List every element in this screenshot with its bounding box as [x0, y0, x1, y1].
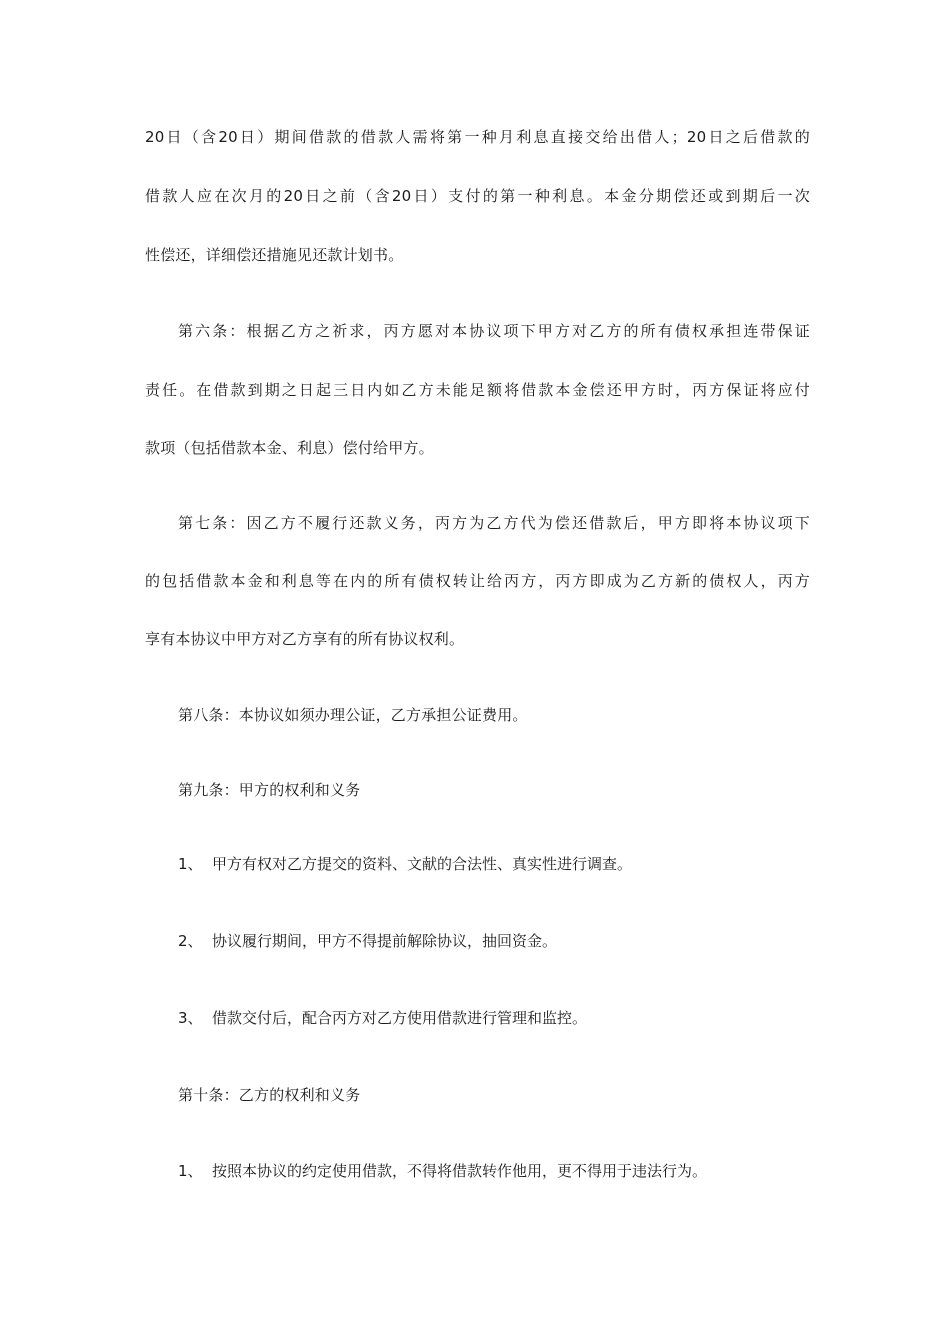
list-item: [178, 854, 632, 874]
list-item-number: 3、: [178, 1009, 203, 1027]
article-7-line: 第七条：因乙方不履行还款义务，丙方为乙方代为偿还借款后，甲方即将本协议项下: [178, 514, 810, 532]
list-item-number: 1、: [178, 1162, 203, 1180]
article-6-line: 款项（包括借款本金、利息）偿付给甲方。: [145, 439, 434, 457]
list-item-number: 1、: [178, 855, 203, 873]
list-item: [178, 1008, 587, 1028]
article-6-line: 第六条：根据乙方之祈求，丙方愿对本协议项下甲方对乙方的所有债权承担连带保证: [178, 322, 810, 340]
article-7-line: 享有本协议中甲方对乙方享有的所有协议权利。: [145, 630, 465, 648]
list-item-text: 借款交付后，配合丙方对乙方使用借款进行管理和监控。: [212, 1009, 588, 1027]
article-6-line: 责任。在借款到期之日起三日内如乙方未能足额将借款本金偿还甲方时，丙方保证将应付: [145, 381, 810, 399]
paragraph-line: 20日（含20日）期间借款的借款人需将第一种月利息直接交给出借人；20日之后借款的: [145, 128, 810, 146]
list-item-text: 协议履行期间，甲方不得提前解除协议，抽回资金。: [212, 932, 558, 950]
list-item: [178, 1161, 707, 1181]
list-item-text: 甲方有权对乙方提交的资料、文献的合法性、真实性进行调查。: [212, 855, 633, 873]
list-item: [178, 931, 557, 951]
article-9-title: 第九条：甲方的权利和义务: [178, 781, 361, 799]
paragraph-line: 性偿还，详细偿还措施见还款计划书。: [145, 246, 404, 264]
article-10-title: 第十条：乙方的权利和义务: [178, 1086, 361, 1104]
list-item-number: 2、: [178, 932, 203, 950]
list-item-text: 按照本协议的约定使用借款，不得将借款转作他用，更不得用于违法行为。: [212, 1162, 708, 1180]
article-8: 第八条：本协议如须办理公证，乙方承担公证费用。: [178, 706, 528, 724]
paragraph-line: 借款人应在次月的20日之前（含20日）支付的第一种利息。本金分期偿还或到期后一次: [145, 187, 810, 205]
article-7-line: 的包括借款本金和利息等在内的所有债权转让给丙方，丙方即成为乙方新的债权人，丙方: [145, 572, 810, 590]
